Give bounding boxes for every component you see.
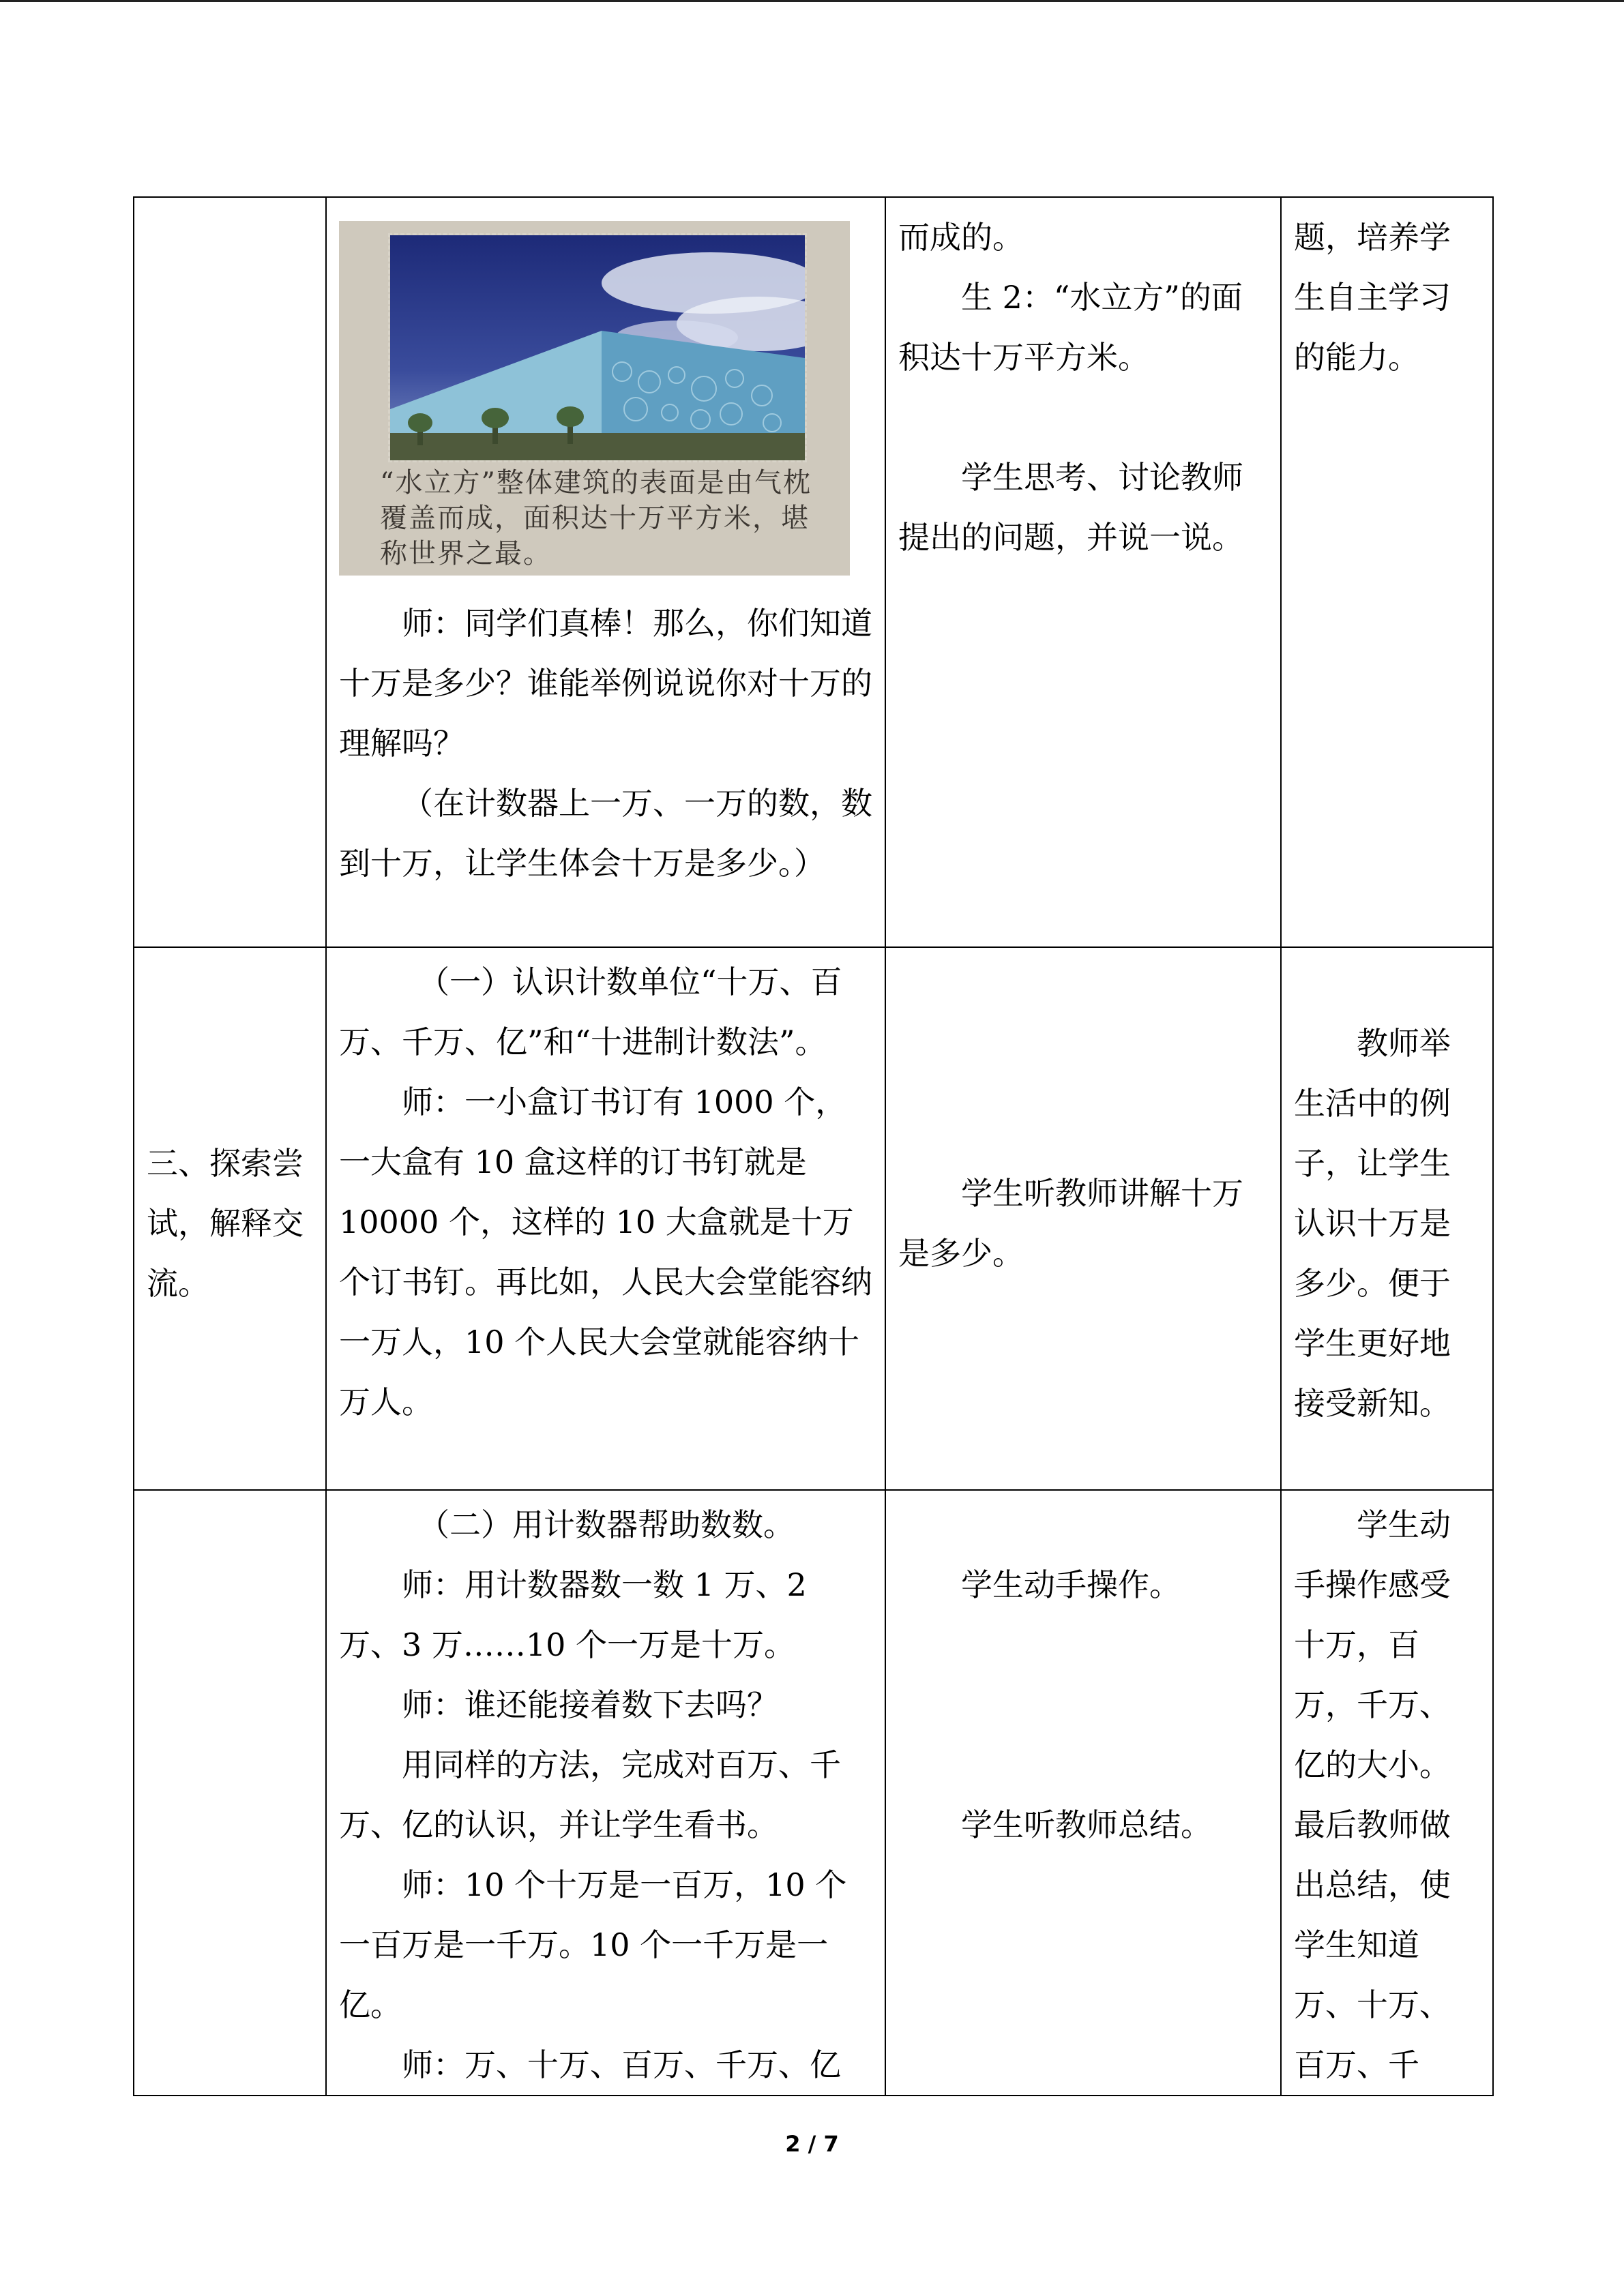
table-row <box>134 197 1493 947</box>
design-intent-cell <box>1281 197 1493 947</box>
top-border-line <box>0 0 1624 2</box>
teacher-paragraph: 师：一小盒订书订有 1000 个，一大盒有 10 盒这样的订书钉就是 10000 个，这样的 10 大盒就是十万个订书钉。再比如，人民大会堂能容纳一万人，10 个人民大会堂就能容纳十万人。 <box>339 1084 872 1420</box>
water-cube-illustration <box>390 235 805 460</box>
intent-paragraph: 题，培养学生自主学习的能力。 <box>1294 219 1451 376</box>
table-row <box>134 947 1493 1490</box>
teacher-paragraph: 师：10 个十万是一百万，10 个一百万是一千万。10 个一千万是一亿。 <box>339 1866 847 2023</box>
intent-paragraph: 学生动手操作感受十万，百万，千万、亿的大小。最后教师做出总结，使学生知道万、十万、百万、千 <box>1294 1506 1451 2083</box>
stage-cell: 三、探索尝试，解释交流。 <box>134 947 326 1490</box>
teacher-activity-cell <box>326 1490 885 2096</box>
student-activity-cell <box>885 1490 1281 2096</box>
teacher-paragraph: （一）认识计数单位“十万、百万、千万、亿”和“十进制计数法”。 <box>339 964 842 1060</box>
student-paragraph: 学生听教师讲解十万是多少。 <box>898 1175 1243 1272</box>
teacher-paragraph: 师：同学们真棒！那么，你们知道十万是多少？谁能举例说说你对十万的理解吗？ <box>339 605 872 762</box>
page-number: 2 / 7 <box>785 2131 839 2157</box>
teacher-paragraph: 师：用计数器数一数 1 万、2 万、3 万……10 个一万是十万。 <box>339 1566 807 1663</box>
teacher-paragraph: （在计数器上一万、一万的数，数到十万，让学生体会十万是多少。） <box>339 785 872 882</box>
teacher-paragraph: 师：谁还能接着数下去吗？ <box>402 1686 778 1723</box>
student-paragraph: 学生思考、讨论教师提出的问题，并说一说。 <box>898 459 1243 556</box>
teacher-activity-cell <box>326 197 885 947</box>
intent-paragraph: 教师举生活中的例子，让学生认识十万是多少。便于学生更好地接受新知。 <box>1294 1025 1451 1422</box>
student-paragraph: 生 2：“水立方”的面积达十万平方米。 <box>898 279 1243 376</box>
student-paragraph: 而成的。 <box>898 219 1024 256</box>
stage-cell <box>134 1490 326 2096</box>
photo-image-area <box>388 233 807 462</box>
design-intent-cell <box>1281 947 1493 1490</box>
teacher-paragraph: （二）用计数器帮助数数。 <box>418 1506 795 1543</box>
design-intent-cell <box>1281 1490 1493 2096</box>
student-activity-cell <box>885 947 1281 1490</box>
photo-caption: “水立方”整体建筑的表面是由气枕覆盖而成，面积达十万平方米，堪称世界之最。 <box>380 467 812 569</box>
water-cube-photo <box>339 221 850 576</box>
student-activity-cell <box>885 197 1281 947</box>
teacher-paragraph: 用同样的方法，完成对百万、千万、亿的认识，并让学生看书。 <box>339 1746 841 1843</box>
student-paragraph: 学生动手操作。 <box>961 1566 1181 1603</box>
stage-cell <box>134 197 326 947</box>
student-paragraph: 学生听教师总结。 <box>961 1806 1212 1843</box>
teacher-activity-cell <box>326 947 885 1490</box>
table-row <box>134 1490 1493 2096</box>
lesson-plan-table <box>133 196 1494 2096</box>
teacher-paragraph: 师：万、十万、百万、千万、亿 <box>402 2046 841 2083</box>
